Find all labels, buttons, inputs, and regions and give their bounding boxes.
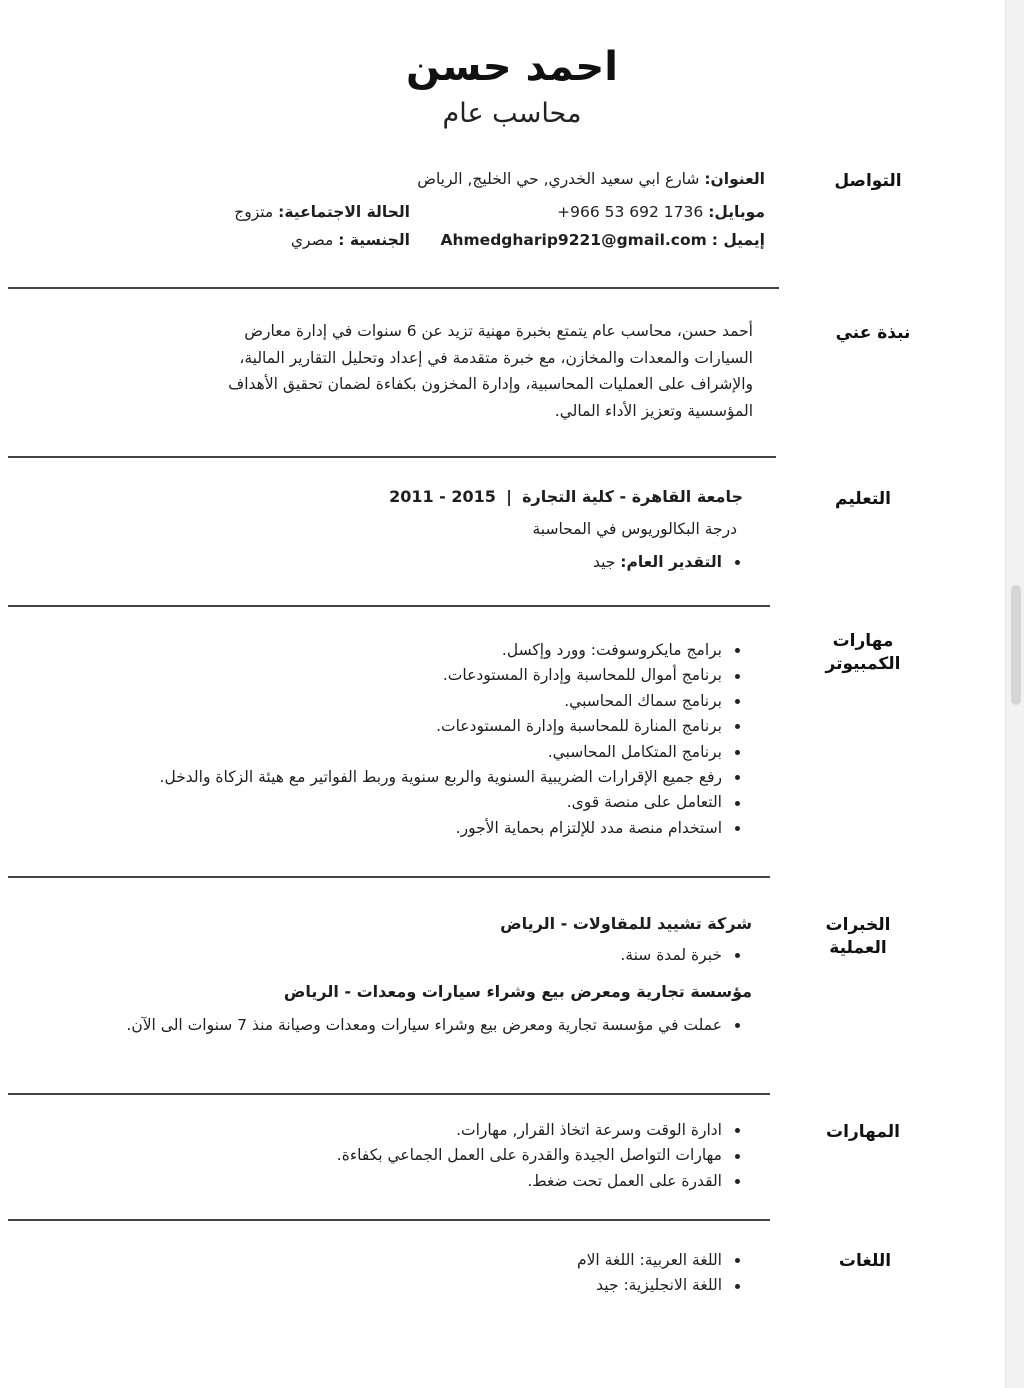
list-item: برامج مايكروسوفت: وورد وإكسل. [160, 638, 744, 663]
education-institution: جامعة القاهرة - كلية التجارة [522, 487, 743, 506]
list-item: مهارات التواصل الجيدة والقدرة على العمل الجماعي بكفاءة. [337, 1143, 744, 1168]
section-title-line: مهارات [832, 631, 894, 651]
section-title-line: الكمبيوتر [825, 654, 901, 674]
address-label: العنوان: [704, 170, 765, 188]
divider [8, 1093, 770, 1095]
job-company: شركة تشييد للمقاولات - الرياض [500, 914, 752, 933]
list-item: رفع جميع الإقرارات الضريبية السنوية والربع سنوية وربط الفواتير مع هيئة الزكاة والدخل. [160, 765, 744, 790]
education-separator: | [506, 487, 512, 506]
section-title-experience: الخبرات العملية [825, 915, 891, 958]
computer-skills-list [160, 638, 744, 841]
about-line: المؤسسية وتعزيز الأداء المالي. [554, 401, 753, 420]
languages-list [577, 1248, 744, 1299]
email-value[interactable]: Ahmedgharip9221@gmail.com [440, 231, 707, 249]
nationality-label: الجنسية : [338, 231, 410, 249]
list-item: ادارة الوقت وسرعة اتخاذ القرار, مهارات. [337, 1118, 744, 1143]
list-item: خبرة لمدة سنة. [620, 946, 744, 964]
list-item: عملت في مؤسسة تجارية ومعرض بيع وشراء سيارات ومعدات وصيانة منذ 7 سنوات الى الآن. [126, 1016, 744, 1034]
divider [8, 605, 770, 607]
divider [8, 1219, 770, 1221]
scrollbar[interactable] [1005, 0, 1024, 1388]
about-line: أحمد حسن، محاسب عام يتمتع بخبرة مهنية تزيد عن 6 سنوات في إدارة معارض [244, 322, 753, 340]
address-row [417, 170, 765, 188]
mobile-row [557, 203, 765, 221]
mobile-value: +966 53 692 1736 [557, 203, 704, 221]
list-item: استخدام منصة مدد للإلتزام بحماية الأجور. [160, 816, 744, 841]
marital-row [234, 203, 410, 221]
list-item: برنامج المنارة للمحاسبة وإدارة المستودعات. [160, 714, 744, 739]
list-item: اللغة الانجليزية: جيد [577, 1273, 744, 1298]
about-paragraph [193, 318, 753, 424]
marital-value: متزوج [234, 203, 274, 221]
list-item: برنامج المتكامل المحاسبي. [160, 740, 744, 765]
section-title-computer-skills [813, 630, 913, 676]
section-title-languages: اللغات [838, 1251, 892, 1271]
list-item: برنامج سماك المحاسبي. [160, 689, 744, 714]
about-line: والإشراف على العمليات المحاسبية، وإدارة المخزون بكفاءة لضمان تحقيق الأهداف [228, 375, 753, 393]
about-line: السيارات والمعدات والمخازن، مع خبرة متقدمة في إعداد وتحليل التقارير المالية، [239, 348, 753, 367]
nationality-value: مصري [290, 231, 334, 249]
grade-value: جيد [592, 553, 616, 571]
scrollbar-thumb[interactable] [1011, 585, 1021, 705]
grade-label: التقدير العام: [620, 553, 722, 571]
list-item: التعامل على منصة قوى. [160, 790, 744, 815]
education-heading [389, 487, 743, 506]
list-item: اللغة العربية: اللغة الام [577, 1248, 744, 1273]
email-row [441, 231, 766, 249]
education-list [593, 553, 744, 571]
candidate-name: احمد حسن [406, 44, 618, 90]
divider [8, 876, 770, 878]
list-item: برنامج أموال للمحاسبة وإدارة المستودعات. [160, 663, 744, 688]
section-title-contact: التواصل [834, 171, 902, 191]
job-details-list [620, 946, 744, 964]
divider [8, 287, 779, 289]
section-title-about: نبذة عني [835, 323, 911, 343]
education-degree: درجة البكالوريوس في المحاسبة [532, 520, 737, 538]
list-item: القدرة على العمل تحت ضغط. [337, 1169, 744, 1194]
section-title-skills: المهارات [826, 1122, 900, 1142]
nationality-row [291, 231, 410, 249]
job-details-list [126, 1016, 744, 1034]
education-years: 2011 - 2015 [389, 487, 496, 506]
mobile-label: موبايل: [708, 203, 765, 221]
divider [8, 456, 776, 458]
skills-list [337, 1118, 744, 1194]
marital-label: الحالة الاجتماعية: [278, 203, 410, 221]
address-value: شارع ابي سعيد الخدري, حي الخليج, الرياض [417, 170, 700, 188]
job-title: محاسب عام [442, 98, 582, 129]
email-label: إيميل : [711, 231, 765, 249]
section-title-education: التعليم [835, 489, 891, 509]
list-item [593, 553, 744, 571]
job-company: مؤسسة تجارية ومعرض بيع وشراء سيارات ومعدات - الرياض [283, 982, 752, 1001]
